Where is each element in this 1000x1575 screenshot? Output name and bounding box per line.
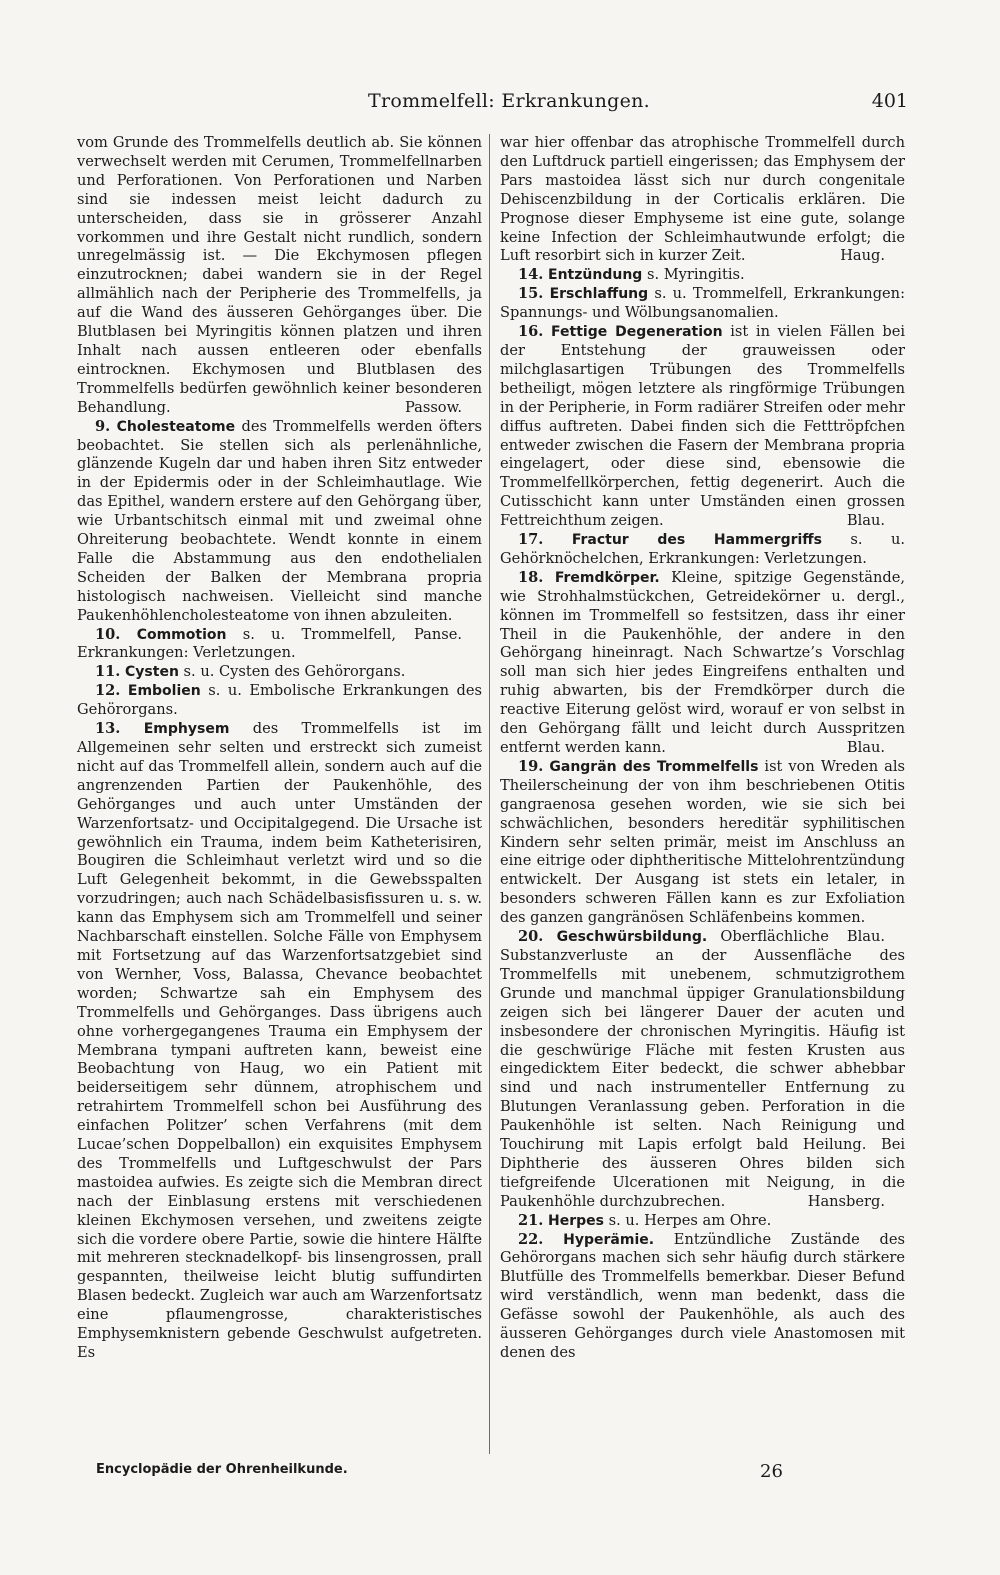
entry-number: 9.	[95, 417, 111, 435]
entry-number: 11.	[95, 663, 121, 681]
entry-number: 20.	[518, 928, 544, 946]
entry-number: 21.	[518, 1211, 544, 1229]
page-number: 401	[871, 90, 908, 112]
author-signature: Blau.	[846, 512, 885, 530]
author-signature: Blau.	[846, 928, 885, 946]
entry-paragraph	[77, 682, 482, 720]
entry-heading: Embolien	[127, 683, 201, 700]
entry-heading: Fettige Degeneration	[551, 324, 723, 341]
entry-number: 18.	[518, 568, 544, 586]
entry-number: 17.	[518, 531, 544, 549]
author-signature: Hansberg.	[807, 1192, 885, 1210]
entry-paragraph	[500, 1231, 905, 1363]
entry-heading: Commotion	[136, 626, 227, 643]
entry-paragraph	[500, 1212, 905, 1231]
entry-text: des Trommelfells ist im Allgemeinen sehr selten und erstreckt sich zumeist nicht auf das Trommelfell allein, sondern auch auf die angrenzenden Partien der Paukenhöhle, des Gehörganges und auch unter Umständen der Warzenfortsatz- und Occipitalgegend. Die Ursache ist gewöhnlich ein Trauma, indem beim Katheterisiren, Bougiren die Schleimhaut verletzt wird und so die Luft Gelegenheit bekommt, in die Gewebsspalten vorzudringen; auch nach Schädelbasisfissuren u. s. w. kann das Emphysem sich am Trommelfell und seiner Nachbarschaft einstellen. Solche Fälle von Emphysem mit Fortsetzung auf das Warzenfortsatzgebiet sind von Wernher, Voss, Balassa, Chevance beobachtet worden; Schwartze sah ein Emphysem des Trommelfells und Gehörganges. Dass übrigens auch ohne vorhergegangenes Trauma ein Emphysem der Membrana tympani auftreten kann, beweist eine Beobachtung von Haug, wo ein Patient mit beiderseitigem sehr dünnem, atrophischem und retrahirtem Trommelfell schon bei Ausführung des einfachen Politzer’ schen Verfahrens (mit dem Lucae’schen Doppelballon) ein exquisites Emphysem des Trommelfells und Luftgeschwulst der Pars mastoidea aufwies. Es zeigte sich die Membran direct nach der Einblasung erstens mit verschiedenen kleinen Ekchymosen versehen, und zweitens zeigte sich die vordere obere Partie, sowie die hintere Hälfte mit mehreren stecknadelkopf- bis linsengrossen, prall gespannten, theilweise leicht blutig suffundirten Blasen bedeckt. Zugleich war auch am Warzenfortsatz eine pflaumengrosse, charakteristisches Emphysemknistern gebende Geschwulst aufgetreten. Es	[77, 720, 483, 1361]
entry-number: 19.	[518, 757, 544, 775]
entry-text: des Trommelfells werden öfters beobachtet. Sie stellen sich als perlenähnliche, glänzende Kugeln dar und haben ihren Sitz entweder in der Epidermis oder in der Schleimhautlage. Wie das Epithel, wandern erstere auf den Gehörgang über, wie Urbantschitsch einmal mit und zweimal ohne Ohreiterung beobachtete. Wendt konnte in einem Falle die Abstammung aus den endothelialen Scheiden der Balken der Membrana propria histologisch nachweisen. Vielleicht sind manche Paukenhöhlencholesteatome von ihnen abzuleiten.	[77, 417, 482, 624]
sheet-number: 26	[760, 1461, 783, 1482]
entry-text: s. u. Herpes am Ohre.	[604, 1211, 772, 1229]
right-column	[500, 134, 905, 1363]
entry-text: s. u. Gehörknöchelchen, Erkrankungen: Verletzungen.	[500, 531, 906, 567]
entry-text: ist von Wreden als Theilerscheinung der von ihm beschriebenen Otitis gangraenosa gesehen worden, wie sie sich bei schwächlichen, besonders hereditär syphilitischen Kindern sehr selten primär, meist im Anschluss an eine eitrige oder diphtheritische Mittelohrentzündung entwickelt. Der Ausgang ist stets ein letaler, in besonders schweren Fällen kann es zur Exfoliation des ganzen gangränösen Schläfenbeins kommen.	[500, 757, 905, 927]
author-signature: Blau.	[846, 739, 885, 756]
left-column	[77, 134, 482, 1363]
continued-paragraph	[77, 134, 482, 418]
entry-paragraph	[500, 569, 905, 758]
entry-number: 10.	[95, 625, 121, 643]
entry-heading: Fremdkörper.	[554, 569, 660, 586]
author-signature: Passow.	[404, 398, 462, 416]
entry-paragraph	[500, 323, 905, 531]
entry-text: Oberflächliche Substanzverluste an der Aussenfläche des Trommelfells mit unebenem, schmutzigrothem Grunde und manchmal üppiger Granulationsbildung zeigen sich bei längerer Dauer der acuten und insbesondere der chronischen Myringitis. Häufig ist die geschwürige Fläche mit festen Krusten aus eingedicktem Eiter bedeckt, die schwer abhebbar sind und nach instrumenteller Entfernung zu Blutungen Veranlassung geben. Perforation in die Paukenhöhle ist selten. Nach Reinigung und Touchirung mit Lapis erfolgt bald Heilung. Bei Diphtherie des äusseren Ohres bilden sich tiefgreifende Ulcerationen mit Neigung, in die Paukenhöhle durchzubrechen.	[500, 928, 905, 1210]
entry-paragraph	[77, 663, 482, 682]
entry-heading: Geschwürsbildung.	[556, 929, 708, 946]
entry-heading: Cholesteatome	[116, 418, 236, 435]
entry-number: 15.	[518, 285, 544, 303]
entry-heading: Entzündung	[548, 267, 643, 284]
book-title-footer: Encyclopädie der Ohrenheilkunde.	[96, 1462, 348, 1477]
entry-text: vom Grunde des Trommelfells deutlich ab. Sie können verwechselt werden mit Cerumen, Trommelfellnarben und Perforationen. Von Perforationen und Narben sind sie indessen meist leicht dadurch zu unterscheiden, dass sie in grösserer Anzahl vorkommen und ihre Gestalt nicht rundlich, sondern unregelmässig ist. — Die Ekchymosen pflegen einzutrocknen; dabei wandern sie in der Regel allmählich nach der Peripherie des Trommelfells, ja auf die Wand des äusseren Gehörganges über. Die Blutblasen bei Myringitis können platzen und ihren Inhalt nach aussen entleeren oder ebenfalls eintrocknen. Ekchymosen und Blutblasen des Trommelfells bedürfen gewöhnlich keiner besonderen Behandlung.	[77, 134, 482, 416]
entry-text: Kleine, spitzige Gegenstände, wie Strohhalmstückchen, Getreidekörner u. dergl., können im Trommelfell so festsitzen, dass ihr einer Theil in die Paukenhöhle, der andere in den Gehörgang hineinragt. Nach Schwartze’s Vorschlag soll man sich hier jedes Eingreifens enthalten und ruhig abwarten, bis der Fremdkörper durch die reactive Eiterung gelöst wird, worauf er von selbst in den Gehörgang fällt und leicht durch Ausspritzen entfernt werden kann.	[500, 568, 906, 756]
entry-text: war hier offenbar das atrophische Trommelfell durch den Luftdruck partiell eingerissen; das Emphysem der Pars mastoidea lässt sich nur durch congenitale Dehiscenzbildung in der Corticalis erklären. Die Prognose dieser Emphyseme ist eine gute, solange keine Infection der Schleimhautwunde erfolgt; die Luft resorbirt sich in kurzer Zeit.	[500, 134, 905, 265]
entry-paragraph	[500, 285, 905, 323]
entry-heading: Herpes	[548, 1212, 604, 1229]
entry-text: s. Myringitis.	[642, 266, 745, 284]
entry-heading: Hyperämie.	[563, 1231, 655, 1248]
entry-heading: Gangrän des Trommelfells	[549, 758, 759, 775]
entry-text: s. u. Trommelfell, Erkrankungen: Spannungs- und Wölbungsanomalien.	[500, 285, 905, 322]
column-divider	[489, 134, 490, 1454]
page-header	[76, 90, 908, 124]
author-signature: Panse.	[413, 625, 462, 643]
entry-number: 12.	[95, 682, 121, 700]
entry-heading: Emphysem	[143, 721, 230, 738]
entry-text: ist in vielen Fällen bei der Entstehung der grauweissen oder milchglasartigen Trübungen des Trommelfells betheiligt, mögen letztere als ringförmige Trübungen in der Peripherie, in Form radiärer Streifen oder mehr diffus auftreten. Dabei finden sich die Fetttröpfchen entweder zwischen die Fasern der Membrana propria eingelagert, oder diese sind, ebensowie die Trommelfellkörperchen, fettig degenerirt. Auch die Cutisschicht kann unter Umständen einen grossen Fettreichthum zeigen.	[500, 323, 905, 530]
entry-text: s. u. Cysten des Gehörorgans.	[178, 663, 406, 681]
author-signature: Haug.	[840, 247, 885, 265]
entry-paragraph	[500, 266, 905, 285]
entry-paragraph	[77, 720, 482, 1363]
entry-number: 22.	[518, 1230, 544, 1248]
entry-text: s. u. Trommelfell, Erkrankungen: Verletzungen.	[77, 625, 396, 662]
entry-text: Entzündliche Zustände des Gehörorgans machen sich sehr häufig durch stärkere Blutfülle des Trommelfells bemerkbar. Dieser Befund wird verständlich, wenn man bedenkt, dass die Gefässe sowohl der Paukenhöhle, als auch des äusseren Gehörganges durch viele Anastomosen mit denen des	[500, 1230, 906, 1361]
entry-number: 14.	[518, 266, 544, 284]
entry-heading: Fractur des Hammergriffs	[571, 532, 822, 549]
running-title: Trommelfell: Erkrankungen.	[368, 90, 651, 112]
entry-heading: Erschlaffung	[549, 286, 649, 303]
entry-number: 13.	[95, 720, 121, 738]
continued-paragraph	[500, 134, 905, 266]
entry-text: s. u. Embolische Erkrankungen des Gehörorgans.	[77, 682, 482, 719]
entry-paragraph	[500, 531, 905, 569]
entry-heading: Cysten	[125, 664, 179, 681]
entry-paragraph	[500, 928, 905, 1212]
entry-number: 16.	[518, 323, 544, 341]
